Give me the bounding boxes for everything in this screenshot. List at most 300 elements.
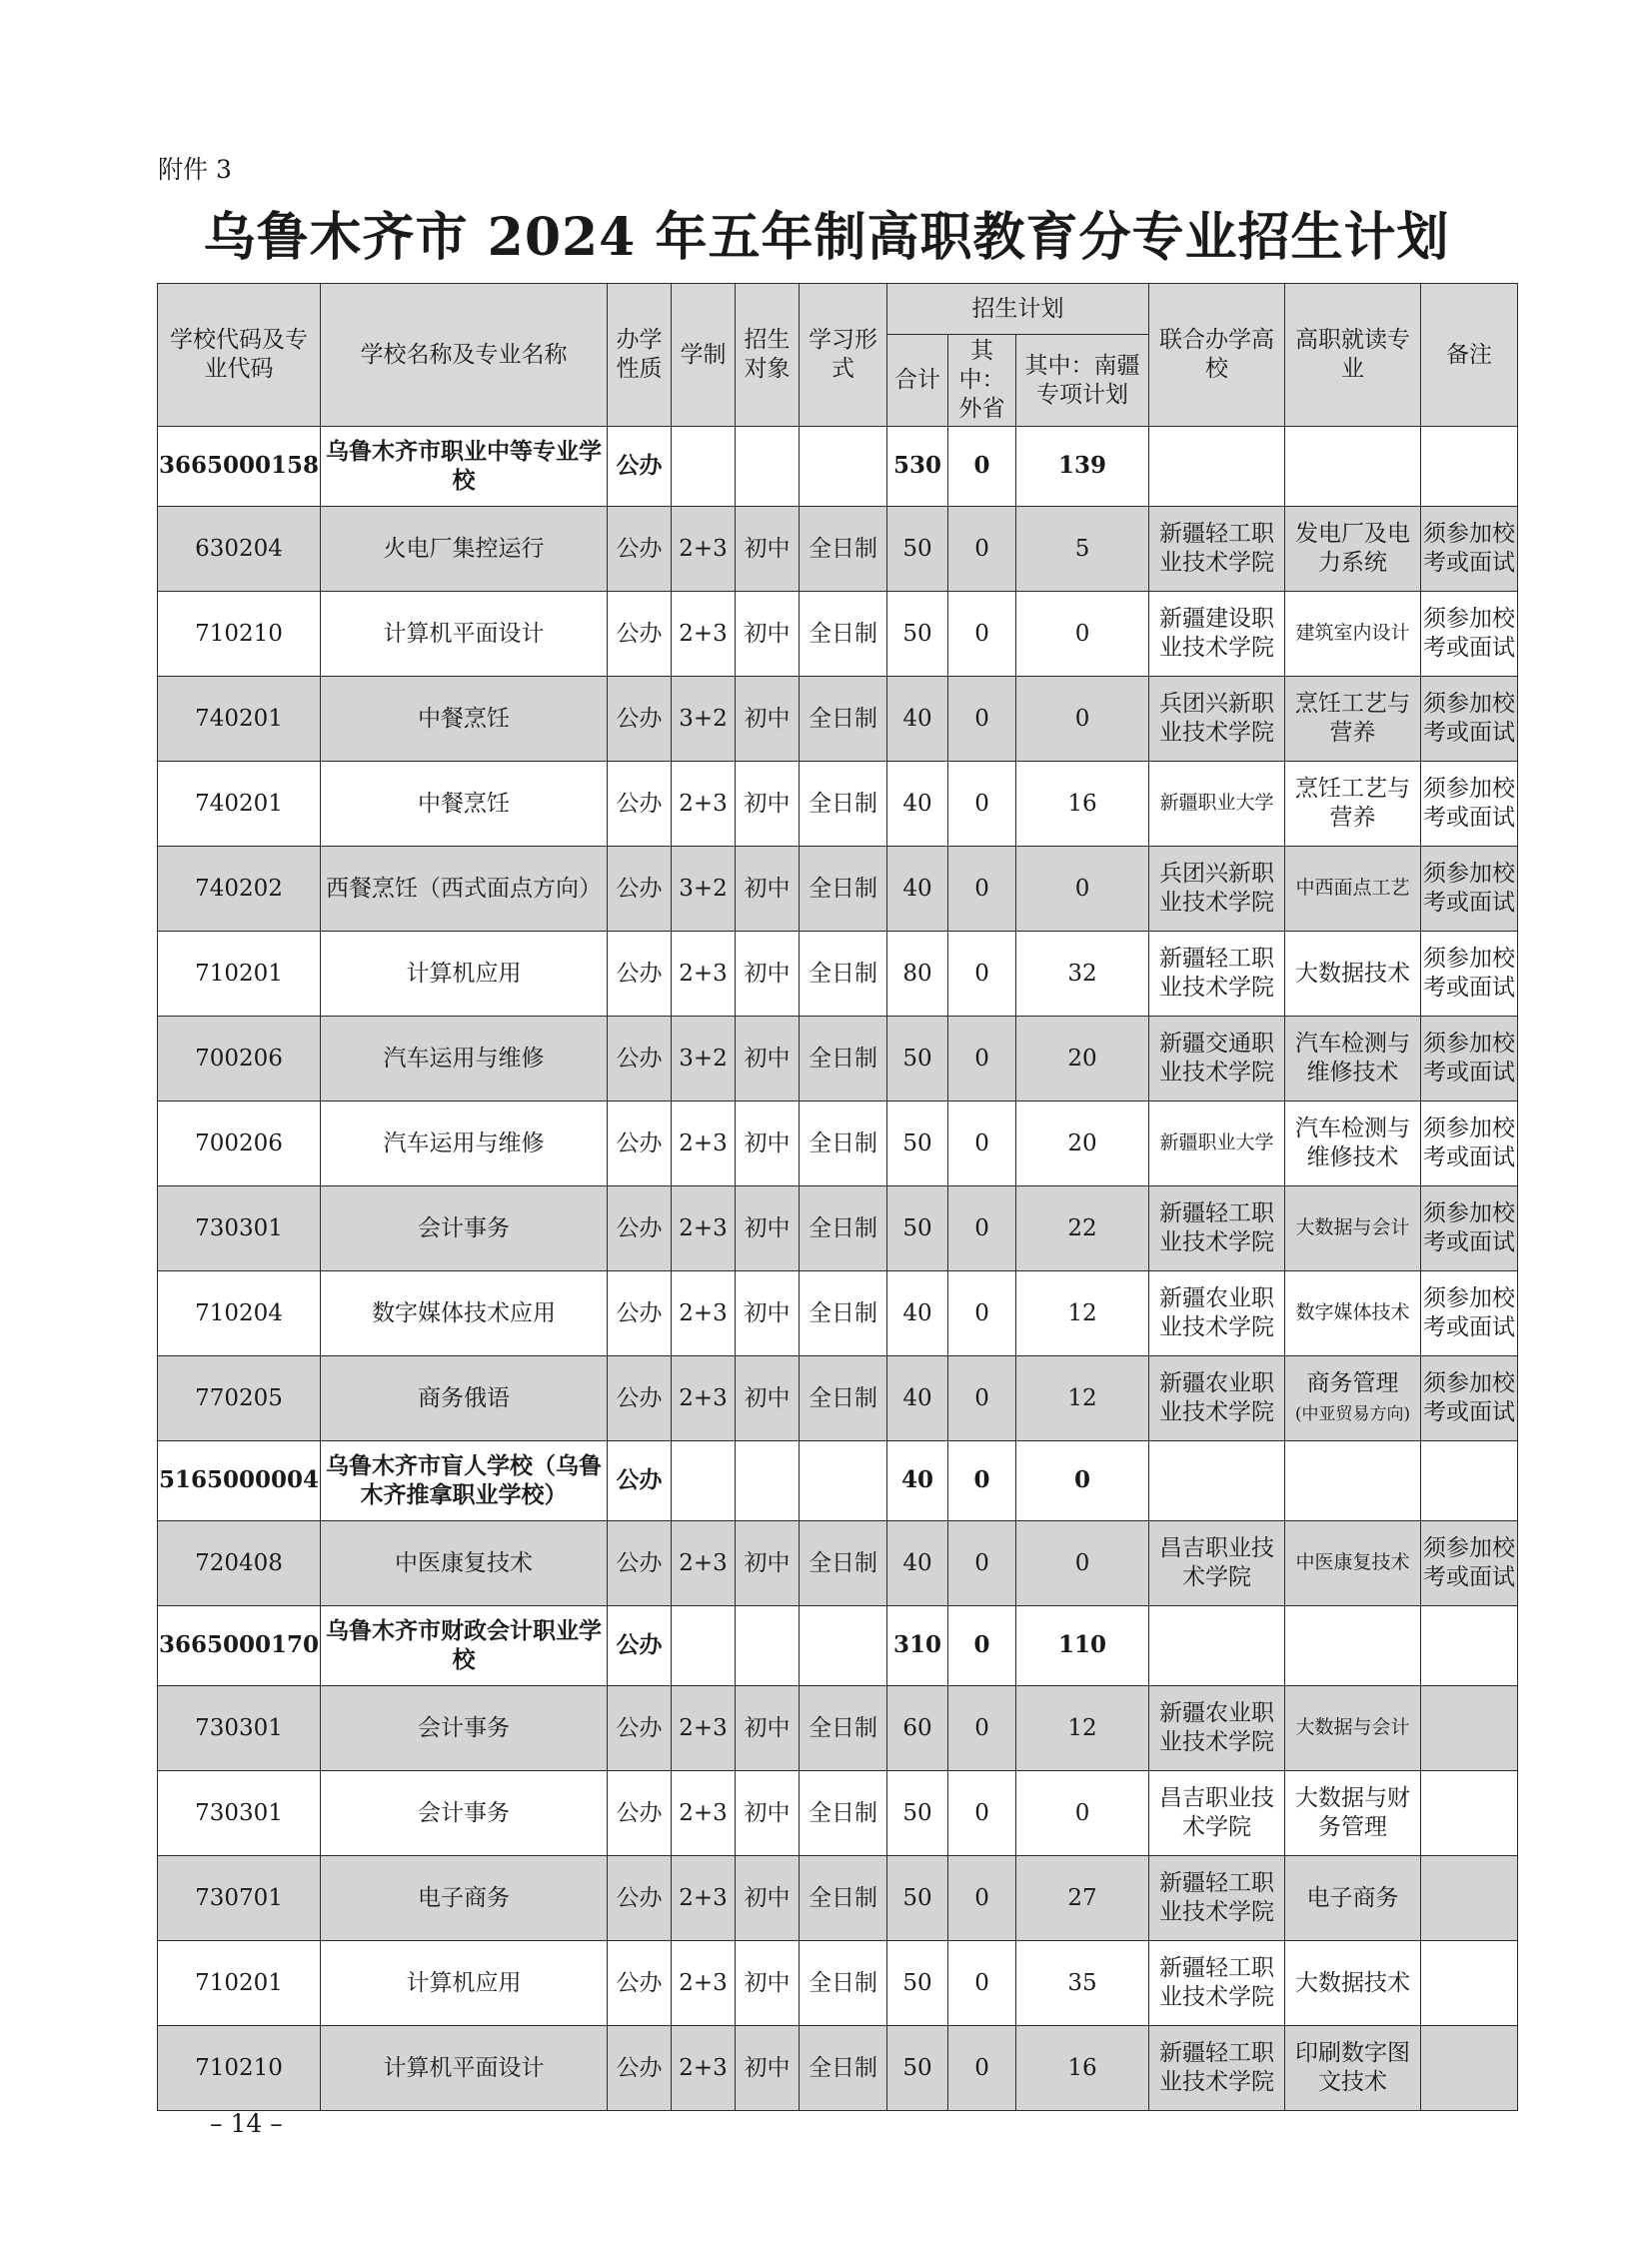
cell-total-text: 80	[902, 960, 932, 987]
cell-system	[672, 1102, 736, 1186]
cell-outside-text: 0	[974, 790, 989, 817]
cell-target-text: 初中	[744, 1884, 791, 1911]
cell-major	[1285, 1771, 1421, 1856]
cell-form	[800, 762, 887, 847]
cell-name-text: 中医康复技术	[395, 1549, 534, 1576]
cell-south	[1016, 1102, 1149, 1186]
cell-outside-text: 0	[974, 1884, 989, 1911]
cell-target-text: 初中	[744, 1714, 791, 1741]
cell-nature	[608, 1271, 672, 1356]
cell-nature	[608, 2026, 672, 2111]
cell-form	[800, 1521, 887, 1606]
cell-name	[321, 1521, 608, 1606]
table-row	[158, 507, 1518, 592]
cell-target	[736, 2026, 800, 2111]
cell-total	[887, 1686, 948, 1771]
cell-nature-text: 公办	[616, 452, 663, 480]
cell-partner	[1149, 1856, 1285, 1941]
table-row	[158, 1017, 1518, 1102]
cell-note-text: 须参加校考或面试	[1423, 606, 1516, 661]
cell-form	[800, 1271, 887, 1356]
table-row	[158, 1186, 1518, 1271]
cell-outside-text: 0	[974, 1714, 989, 1741]
cell-name	[321, 2026, 608, 2111]
cell-major	[1285, 1441, 1421, 1521]
cell-major-text: 汽车检测与维修技术	[1295, 1116, 1411, 1170]
cell-nature-text: 公办	[616, 1799, 663, 1826]
cell-nature	[608, 1856, 672, 1941]
cell-partner	[1149, 1102, 1285, 1186]
cell-system	[672, 1017, 736, 1102]
cell-form-text: 全日制	[809, 1549, 878, 1576]
cell-outside	[948, 762, 1016, 847]
cell-name	[321, 1686, 608, 1771]
cell-partner	[1149, 507, 1285, 592]
cell-nature	[608, 1017, 672, 1102]
cell-target	[736, 1856, 800, 1941]
cell-south	[1016, 1356, 1149, 1441]
cell-system	[672, 847, 736, 932]
cell-major-text: 汽车检测与维修技术	[1295, 1031, 1411, 1086]
cell-major	[1285, 677, 1421, 762]
cell-south	[1016, 847, 1149, 932]
cell-nature-text: 公办	[616, 1384, 663, 1411]
cell-target-text: 初中	[744, 960, 791, 987]
cell-partner	[1149, 847, 1285, 932]
cell-major	[1285, 1606, 1421, 1686]
cell-system-text: 2+3	[679, 960, 728, 987]
cell-code	[158, 1356, 321, 1441]
cell-form-text: 全日制	[809, 875, 878, 902]
cell-nature-text: 公办	[616, 535, 663, 562]
table-row	[158, 1521, 1518, 1606]
cell-south-text: 5	[1074, 535, 1090, 562]
cell-note-text: 须参加校考或面试	[1423, 776, 1516, 831]
cell-outside-text: 0	[974, 1129, 989, 1156]
cell-code-text: 730301	[195, 1714, 283, 1741]
cell-nature	[608, 1686, 672, 1771]
cell-name-text: 数字媒体技术应用	[372, 1299, 557, 1326]
cell-south-text: 35	[1067, 1969, 1097, 1996]
cell-system	[672, 1186, 736, 1271]
cell-nature	[608, 1771, 672, 1856]
cell-note-text: 须参加校考或面试	[1423, 1285, 1516, 1340]
cell-note-text: 须参加校考或面试	[1423, 861, 1516, 916]
cell-code-text: 730301	[195, 1214, 283, 1241]
cell-name	[321, 592, 608, 677]
cell-total	[887, 1771, 948, 1856]
cell-partner	[1149, 2026, 1285, 2111]
cell-name-text: 会计事务	[418, 1799, 511, 1826]
cell-total	[887, 2026, 948, 2111]
cell-partner-text: 兵团兴新职业技术学院	[1159, 691, 1275, 746]
cell-major	[1285, 1856, 1421, 1941]
cell-south-text: 0	[1074, 1466, 1091, 1494]
cell-south-text: 12	[1067, 1714, 1097, 1741]
cell-south-text: 12	[1067, 1299, 1097, 1326]
cell-system-text: 3+2	[679, 875, 728, 902]
header-outside: 其中：外省	[948, 335, 1016, 427]
cell-system-text: 3+2	[679, 1045, 728, 1072]
cell-nature	[608, 507, 672, 592]
cell-code	[158, 1941, 321, 2026]
table-row	[158, 2026, 1518, 2111]
cell-target	[736, 1686, 800, 1771]
cell-total-text: 50	[902, 1884, 932, 1911]
cell-total-text: 40	[902, 705, 932, 732]
cell-name	[321, 1017, 608, 1102]
cell-system-text: 2+3	[679, 620, 728, 647]
cell-total-text: 50	[902, 1129, 932, 1156]
cell-note	[1421, 847, 1518, 932]
cell-system-text: 2+3	[679, 1549, 728, 1576]
cell-form-text: 全日制	[809, 1384, 878, 1411]
cell-nature	[608, 1941, 672, 2026]
cell-outside-text: 0	[974, 1799, 989, 1826]
cell-partner	[1149, 932, 1285, 1017]
cell-partner	[1149, 1521, 1285, 1606]
cell-total	[887, 427, 948, 507]
cell-system-text: 2+3	[679, 1969, 728, 1996]
cell-major	[1285, 762, 1421, 847]
cell-system-text: 3+2	[679, 705, 728, 732]
cell-note	[1421, 1271, 1518, 1356]
cell-form	[800, 932, 887, 1017]
cell-south	[1016, 677, 1149, 762]
cell-system	[672, 1356, 736, 1441]
cell-partner-text: 新疆建设职业技术学院	[1159, 606, 1275, 661]
cell-form-text: 全日制	[809, 535, 878, 562]
cell-code	[158, 427, 321, 507]
cell-outside-text: 0	[974, 620, 989, 647]
cell-outside	[948, 1606, 1016, 1686]
cell-code-text: 5165000004	[159, 1466, 320, 1494]
cell-system	[672, 1271, 736, 1356]
cell-code-text: 710204	[195, 1299, 283, 1326]
cell-target	[736, 1606, 800, 1686]
cell-note	[1421, 427, 1518, 507]
cell-code-text: 700206	[195, 1129, 283, 1156]
cell-total	[887, 932, 948, 1017]
cell-nature-text: 公办	[616, 1884, 663, 1911]
cell-target-text: 初中	[744, 620, 791, 647]
cell-name	[321, 1356, 608, 1441]
cell-code-text: 700206	[195, 1045, 283, 1072]
cell-outside-text: 0	[974, 1969, 989, 1996]
cell-total	[887, 677, 948, 762]
cell-target	[736, 592, 800, 677]
cell-target-text: 初中	[744, 1969, 791, 1996]
header-system: 学制	[672, 284, 736, 427]
cell-name-text: 电子商务	[418, 1884, 511, 1911]
cell-south-text: 27	[1067, 1884, 1097, 1911]
cell-note	[1421, 1856, 1518, 1941]
cell-outside	[948, 1856, 1016, 1941]
cell-note-text: 须参加校考或面试	[1423, 1535, 1516, 1590]
cell-partner	[1149, 1941, 1285, 2026]
cell-form-text: 全日制	[809, 1884, 878, 1911]
cell-major-text: 大数据技术	[1295, 960, 1411, 987]
cell-total	[887, 762, 948, 847]
cell-outside-text: 0	[974, 875, 989, 902]
cell-nature-text: 公办	[616, 620, 663, 647]
cell-name-text: 火电厂集控运行	[383, 535, 545, 562]
cell-code-text: 740201	[195, 790, 283, 817]
cell-system	[672, 1441, 736, 1521]
cell-south	[1016, 1441, 1149, 1521]
cell-south-text: 16	[1067, 2054, 1097, 2081]
cell-target-text: 初中	[744, 875, 791, 902]
cell-target	[736, 1186, 800, 1271]
cell-code	[158, 507, 321, 592]
cell-name	[321, 677, 608, 762]
cell-major	[1285, 1186, 1421, 1271]
cell-note-text: 须参加校考或面试	[1423, 521, 1516, 576]
cell-south-text: 139	[1058, 452, 1107, 480]
cell-target-text: 初中	[744, 705, 791, 732]
cell-partner	[1149, 1271, 1285, 1356]
cell-total	[887, 1606, 948, 1686]
cell-major-text: 中西面点工艺	[1295, 877, 1410, 900]
cell-note	[1421, 1686, 1518, 1771]
cell-major	[1285, 2026, 1421, 2111]
cell-partner-text: 新疆农业职业技术学院	[1159, 1700, 1275, 1755]
cell-name-text: 乌鲁木齐市财政会计职业学校	[326, 1617, 603, 1673]
cell-target-text: 初中	[744, 1549, 791, 1576]
cell-form-text: 全日制	[809, 1045, 878, 1072]
cell-total	[887, 1356, 948, 1441]
cell-code-text: 740202	[195, 875, 283, 902]
cell-major-text: 大数据与会计	[1295, 1216, 1410, 1239]
cell-total	[887, 1856, 948, 1941]
cell-target-text: 初中	[744, 1384, 791, 1411]
cell-target-text: 初中	[744, 1299, 791, 1326]
cell-form-text: 全日制	[809, 960, 878, 987]
cell-nature-text: 公办	[616, 1129, 663, 1156]
cell-code	[158, 677, 321, 762]
cell-system-text: 2+3	[679, 2054, 728, 2081]
cell-total	[887, 847, 948, 932]
cell-nature	[608, 592, 672, 677]
cell-system	[672, 1521, 736, 1606]
cell-nature-text: 公办	[616, 2054, 663, 2081]
table-row	[158, 1356, 1518, 1441]
cell-form-text: 全日制	[809, 1714, 878, 1741]
table-row	[158, 762, 1518, 847]
cell-partner	[1149, 1441, 1285, 1521]
cell-form	[800, 2026, 887, 2111]
cell-code	[158, 592, 321, 677]
cell-code-text: 730701	[195, 1884, 283, 1911]
cell-major-text: 建筑室内设计	[1295, 622, 1410, 645]
cell-south	[1016, 2026, 1149, 2111]
cell-form	[800, 1856, 887, 1941]
cell-total	[887, 1441, 948, 1521]
header-total: 合计	[887, 335, 948, 427]
cell-outside-text: 0	[974, 2054, 989, 2081]
cell-code	[158, 2026, 321, 2111]
cell-south-text: 110	[1058, 1631, 1107, 1659]
cell-target-text: 初中	[744, 1129, 791, 1156]
enrollment-plan-table	[157, 283, 1518, 2111]
cell-south-text: 12	[1067, 1384, 1097, 1411]
cell-name	[321, 1186, 608, 1271]
cell-outside	[948, 932, 1016, 1017]
cell-code-text: 710210	[195, 620, 283, 647]
header-plan-group: 招生计划	[887, 284, 1149, 335]
cell-form-text: 全日制	[809, 2054, 878, 2081]
cell-outside	[948, 592, 1016, 677]
cell-note	[1421, 1606, 1518, 1686]
cell-outside-text: 0	[973, 452, 990, 480]
cell-system	[672, 1686, 736, 1771]
cell-name	[321, 1771, 608, 1856]
cell-form	[800, 1771, 887, 1856]
cell-name-text: 计算机应用	[406, 960, 522, 987]
attachment-label: 附件 3	[158, 155, 232, 184]
cell-code-text: 740201	[195, 705, 283, 732]
cell-form-text: 全日制	[809, 1214, 878, 1241]
cell-note	[1421, 762, 1518, 847]
cell-outside	[948, 1186, 1016, 1271]
cell-note	[1421, 1017, 1518, 1102]
cell-form-text: 全日制	[809, 790, 878, 817]
cell-target	[736, 1521, 800, 1606]
cell-total	[887, 1186, 948, 1271]
cell-nature	[608, 932, 672, 1017]
cell-code	[158, 1017, 321, 1102]
cell-south-text: 32	[1067, 960, 1097, 987]
cell-outside-text: 0	[974, 1384, 989, 1411]
cell-nature	[608, 1606, 672, 1686]
cell-total-text: 60	[902, 1714, 932, 1741]
cell-south	[1016, 1771, 1149, 1856]
cell-south-text: 22	[1067, 1214, 1097, 1241]
cell-code	[158, 1271, 321, 1356]
cell-partner-text: 昌吉职业技术学院	[1159, 1535, 1275, 1590]
school-row	[158, 1606, 1518, 1686]
header-major: 高职就读专业	[1285, 284, 1421, 427]
cell-south	[1016, 1606, 1149, 1686]
cell-total-text: 50	[902, 535, 932, 562]
cell-partner	[1149, 1356, 1285, 1441]
table-row	[158, 1102, 1518, 1186]
cell-partner-text: 新疆轻工职业技术学院	[1159, 521, 1275, 576]
cell-target	[736, 932, 800, 1017]
cell-partner-text: 昌吉职业技术学院	[1159, 1785, 1275, 1840]
cell-nature	[608, 1186, 672, 1271]
cell-name-text: 会计事务	[418, 1214, 511, 1241]
cell-partner-text: 新疆轻工职业技术学院	[1159, 1870, 1275, 1925]
cell-partner-text: 新疆农业职业技术学院	[1159, 1285, 1275, 1340]
cell-partner	[1149, 1686, 1285, 1771]
cell-name	[321, 1271, 608, 1356]
cell-nature-text: 公办	[616, 705, 663, 732]
cell-outside	[948, 1521, 1016, 1606]
cell-south	[1016, 1271, 1149, 1356]
cell-total	[887, 1017, 948, 1102]
cell-nature-text: 公办	[616, 1549, 663, 1576]
cell-total	[887, 1941, 948, 2026]
table-row	[158, 1856, 1518, 1941]
cell-major-text: 大数据技术	[1295, 1969, 1411, 1996]
cell-south	[1016, 1017, 1149, 1102]
cell-total-text: 50	[902, 1969, 932, 1996]
cell-system-text: 2+3	[679, 535, 728, 562]
cell-total-text: 530	[893, 452, 942, 480]
cell-target	[736, 677, 800, 762]
cell-name	[321, 847, 608, 932]
cell-code	[158, 1102, 321, 1186]
cell-partner	[1149, 677, 1285, 762]
cell-south	[1016, 1186, 1149, 1271]
cell-major-text: 大数据与会计	[1295, 1716, 1410, 1739]
header-south: 其中：南疆专项计划	[1016, 335, 1149, 427]
cell-partner	[1149, 1606, 1285, 1686]
cell-total-text: 50	[902, 1214, 932, 1241]
cell-outside-text: 0	[974, 960, 989, 987]
cell-nature-text: 公办	[616, 875, 663, 902]
cell-nature	[608, 1102, 672, 1186]
cell-south-text: 0	[1074, 705, 1090, 732]
cell-code-text: 710210	[195, 2054, 283, 2081]
cell-note	[1421, 932, 1518, 1017]
cell-major-sub-text: (中亚贸易方向)	[1294, 1404, 1411, 1424]
cell-south-text: 0	[1074, 875, 1090, 902]
cell-south-text: 16	[1067, 790, 1097, 817]
cell-south	[1016, 427, 1149, 507]
cell-note	[1421, 1941, 1518, 2026]
cell-partner-text: 兵团兴新职业技术学院	[1159, 861, 1275, 916]
cell-major	[1285, 1356, 1421, 1441]
cell-form	[800, 507, 887, 592]
table-row	[158, 1686, 1518, 1771]
cell-partner-text: 新疆职业大学	[1159, 792, 1274, 815]
cell-system	[672, 1771, 736, 1856]
cell-system	[672, 932, 736, 1017]
cell-name-text: 中餐烹饪	[418, 790, 511, 817]
cell-form-text: 全日制	[809, 1299, 878, 1326]
cell-south-text: 20	[1067, 1129, 1097, 1156]
cell-name	[321, 1606, 608, 1686]
cell-code-text: 3665000158	[159, 452, 320, 480]
cell-south	[1016, 762, 1149, 847]
cell-note	[1421, 1771, 1518, 1856]
cell-nature	[608, 427, 672, 507]
cell-partner	[1149, 1771, 1285, 1856]
table-row	[158, 1941, 1518, 2026]
cell-code-text: 710201	[195, 1969, 283, 1996]
cell-note-text: 须参加校考或面试	[1423, 946, 1516, 1001]
cell-major	[1285, 1941, 1421, 2026]
cell-note	[1421, 1186, 1518, 1271]
cell-system	[672, 1941, 736, 2026]
cell-total-text: 50	[902, 2054, 932, 2081]
cell-target	[736, 847, 800, 932]
cell-partner-text: 新疆轻工职业技术学院	[1159, 1200, 1275, 1255]
cell-outside	[948, 2026, 1016, 2111]
page-number: – 14 –	[210, 2109, 283, 2138]
cell-nature	[608, 1356, 672, 1441]
cell-total-text: 40	[902, 875, 932, 902]
cell-outside	[948, 1771, 1016, 1856]
cell-major-text: 发电厂及电力系统	[1295, 521, 1411, 576]
cell-note-text: 须参加校考或面试	[1423, 1116, 1516, 1170]
cell-major-text: 烹饪工艺与营养	[1295, 776, 1411, 831]
table-body	[158, 427, 1518, 2111]
cell-system	[672, 592, 736, 677]
table-row	[158, 1271, 1518, 1356]
